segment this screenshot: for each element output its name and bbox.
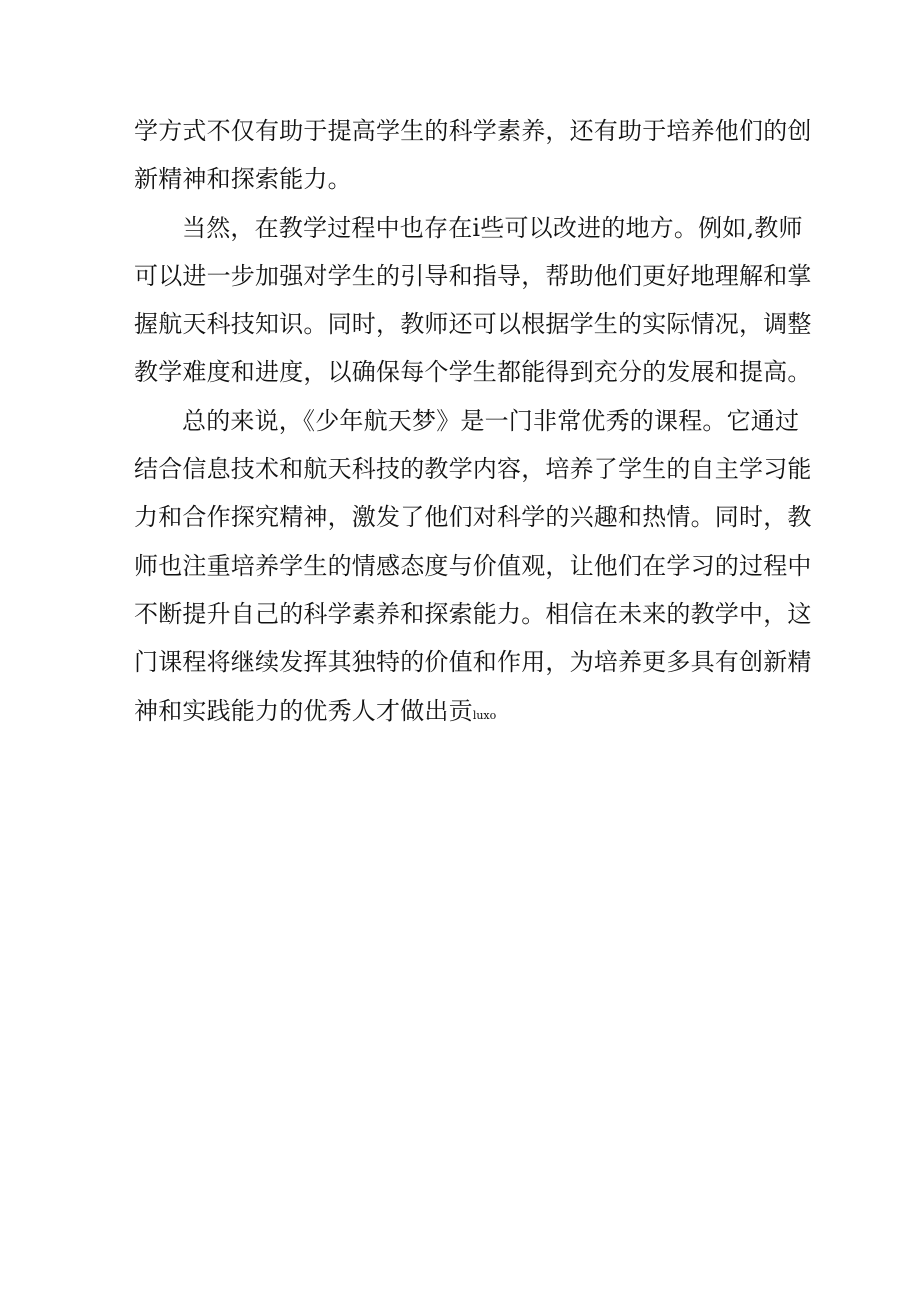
paragraph-3-line-2: 结合信息技术和航天科技的教学内容，培养了学生的自主学习能 (134, 455, 812, 484)
paragraph-1-line-2: 新精神和探索能力。 (134, 165, 352, 194)
document-body (134, 107, 812, 735)
paragraph-3-line-4: 师也注重培养学生的情感态度与价值观，让他们在学习的过程中 (134, 551, 812, 580)
paragraph-2-line-1: 当然，在教学过程中也存在i些可以改进的地方。例如,教师 (182, 213, 803, 242)
paragraph-2-line-4: 教学难度和进度，以确保每个学生都能得到充分的发展和提高。 (134, 358, 812, 387)
paragraph-1-line-1: 学方式不仅有助于提高学生的科学素养，还有助于培养他们的创 (134, 117, 812, 145)
paragraph-2-line-3: 握航天科技知识。同时，教师还可以根据学生的实际情况，调整 (134, 310, 812, 339)
paragraph-3-line-3: 力和合作探究精神，激发了他们对科学的兴趣和热情。同时，教 (134, 503, 812, 532)
paragraph-3-line-7 (134, 687, 794, 735)
paragraph-3-last-line-text: 神和实践能力的优秀人才做出贡 (134, 696, 473, 725)
paragraph-3-line-6: 门课程将继续发挥其独特的价值和作用，为培养更多具有创新精 (134, 648, 812, 677)
paragraph-3-line-5: 不断提升自己的科学素养和探索能力。相信在未来的教学中，这 (134, 599, 812, 628)
paragraph-3-last-line-tail: luxo (472, 708, 497, 722)
paragraph-2-line-2: 可以进一步加强对学生的引导和指导，帮助他们更好地理解和掌 (134, 261, 812, 290)
paragraph-3-line-1: 总的来说，《少年航天梦》是一门非常优秀的课程。它通过 (182, 406, 800, 435)
